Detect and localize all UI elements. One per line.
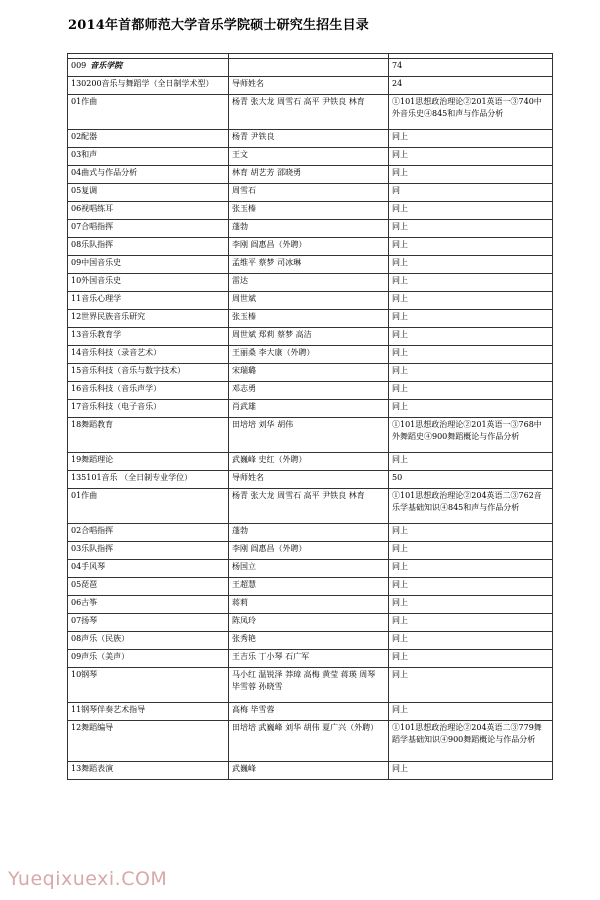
department-code: 009 — [71, 61, 87, 70]
table-row — [68, 364, 553, 382]
table-row — [68, 614, 553, 632]
direction-cell: 18舞蹈教育 — [68, 418, 229, 453]
exam-subjects-cell: ①101思想政治理论②201英语一③740中外音乐史④845和声与作品分析 — [389, 95, 553, 130]
program-header-row — [68, 77, 553, 95]
exam-subjects-cell: 同上 — [389, 614, 553, 632]
exam-subjects-cell: 同上 — [389, 274, 553, 292]
direction-cell: 10钢琴 — [68, 668, 229, 703]
table-row — [68, 560, 553, 578]
direction-cell: 13音乐教育学 — [68, 328, 229, 346]
tutors-cell: 肖武雄 — [229, 400, 389, 418]
exam-subjects-cell: 同上 — [389, 328, 553, 346]
tutor-header: 导师姓名 — [229, 77, 389, 95]
direction-cell: 04曲式与作品分析 — [68, 166, 229, 184]
exam-subjects-cell: 同上 — [389, 400, 553, 418]
department-cell — [68, 59, 229, 77]
table-row — [68, 542, 553, 560]
exam-subjects-cell: 同上 — [389, 166, 553, 184]
exam-subjects-cell: 同上 — [389, 364, 553, 382]
direction-cell: 04手风琴 — [68, 560, 229, 578]
tutors-cell: 高梅 毕雪蓉 — [229, 703, 389, 721]
program-count: 24 — [389, 77, 553, 95]
exam-subjects-cell: 同上 — [389, 560, 553, 578]
table-row — [68, 130, 553, 148]
tutors-cell: 田培培 武巍峰 刘华 胡伟 夏广兴（外聘） — [229, 721, 389, 762]
direction-cell: 03和声 — [68, 148, 229, 166]
exam-subjects-cell: 同上 — [389, 578, 553, 596]
tutors-cell: 雷达 — [229, 274, 389, 292]
direction-cell: 07扬琴 — [68, 614, 229, 632]
program-header-row — [68, 471, 553, 489]
tutors-cell: 蓬勃 — [229, 524, 389, 542]
tutors-cell: 陈凤玲 — [229, 614, 389, 632]
exam-subjects-cell: 同上 — [389, 130, 553, 148]
tutors-cell: 王超慧 — [229, 578, 389, 596]
tutor-header: 导师姓名 — [229, 471, 389, 489]
direction-cell: 17音乐科技（电子音乐） — [68, 400, 229, 418]
tutors-cell: 邓志勇 — [229, 382, 389, 400]
direction-cell: 08乐队指挥 — [68, 238, 229, 256]
table-row — [68, 202, 553, 220]
table-row — [68, 721, 553, 762]
table-row — [68, 148, 553, 166]
tutors-cell: 孟维平 蔡梦 司冰琳 — [229, 256, 389, 274]
tutors-cell: 杨青 尹铁良 — [229, 130, 389, 148]
direction-cell: 19舞蹈理论 — [68, 453, 229, 471]
table-row — [68, 400, 553, 418]
tutors-cell: 马小红 温锐泽 莽璋 高梅 黄莹 蒋瑛 周琴 毕雪蓉 孙晓雪 — [229, 668, 389, 703]
exam-subjects-cell: 同上 — [389, 382, 553, 400]
exam-subjects-cell: 同上 — [389, 148, 553, 166]
tutors-cell: 张秀艳 — [229, 632, 389, 650]
direction-cell: 14音乐科技（录音艺术） — [68, 346, 229, 364]
tutors-cell: 宋瑞璐 — [229, 364, 389, 382]
table-row — [68, 453, 553, 471]
table-row — [68, 632, 553, 650]
table-row — [68, 220, 553, 238]
tutors-cell: 周雪石 — [229, 184, 389, 202]
direction-cell: 01作曲 — [68, 95, 229, 130]
site-watermark: Yueqixuexi.COM — [8, 868, 168, 890]
tutors-cell: 杨国立 — [229, 560, 389, 578]
direction-cell: 09中国音乐史 — [68, 256, 229, 274]
direction-cell: 16音乐科技（音乐声学） — [68, 382, 229, 400]
direction-cell: 06视唱练耳 — [68, 202, 229, 220]
tutors-cell: 周世斌 — [229, 292, 389, 310]
tutors-cell: 李刚 阎惠昌（外聘） — [229, 238, 389, 256]
table-row — [68, 578, 553, 596]
exam-subjects-cell: 同上 — [389, 310, 553, 328]
direction-cell: 09声乐（美声） — [68, 650, 229, 668]
exam-subjects-cell: 同上 — [389, 596, 553, 614]
table-row — [68, 762, 553, 780]
direction-cell: 08声乐（民族） — [68, 632, 229, 650]
direction-cell: 01作曲 — [68, 489, 229, 524]
exam-subjects-cell: 同 — [389, 184, 553, 202]
exam-subjects-cell: 同上 — [389, 632, 553, 650]
direction-cell: 05复调 — [68, 184, 229, 202]
exam-subjects-cell: 同上 — [389, 524, 553, 542]
exam-subjects-cell: 同上 — [389, 202, 553, 220]
tutors-cell: 武巍峰 史红（外聘） — [229, 453, 389, 471]
direction-cell: 12舞蹈编导 — [68, 721, 229, 762]
direction-cell: 07合唱指挥 — [68, 220, 229, 238]
direction-cell: 12世界民族音乐研究 — [68, 310, 229, 328]
tutors-cell: 杨青 张大龙 周雪石 高平 尹铁良 林育 — [229, 95, 389, 130]
table-row — [68, 418, 553, 453]
exam-subjects-cell: 同上 — [389, 220, 553, 238]
table-row — [68, 703, 553, 721]
tutors-cell: 张玉榛 — [229, 310, 389, 328]
direction-cell: 13舞蹈表演 — [68, 762, 229, 780]
exam-subjects-cell: 同上 — [389, 256, 553, 274]
direction-cell: 11音乐心理学 — [68, 292, 229, 310]
tutors-cell: 田培培 刘华 胡伟 — [229, 418, 389, 453]
exam-subjects-cell: 同上 — [389, 703, 553, 721]
exam-subjects-cell: ①101思想政治理论②204英语二③779舞蹈学基础知识④900舞蹈概论与作品分析 — [389, 721, 553, 762]
tutors-cell: 张玉榛 — [229, 202, 389, 220]
tutors-cell: 王丽桑 李大康（外聘） — [229, 346, 389, 364]
direction-cell: 02合唱指挥 — [68, 524, 229, 542]
direction-cell: 05琵琶 — [68, 578, 229, 596]
table-row — [68, 274, 553, 292]
table-row — [68, 166, 553, 184]
table-row — [68, 668, 553, 703]
table-row — [68, 328, 553, 346]
exam-subjects-cell: ①101思想政治理论②201英语一③768中外舞蹈史④900舞蹈概论与作品分析 — [389, 418, 553, 453]
tutors-cell: 王文 — [229, 148, 389, 166]
tutors-cell: 李刚 阎惠昌（外聘） — [229, 542, 389, 560]
tutors-cell: 蓬勃 — [229, 220, 389, 238]
exam-subjects-cell: 同上 — [389, 292, 553, 310]
exam-subjects-cell: 同上 — [389, 238, 553, 256]
direction-cell: 11钢琴伴奏艺术指导 — [68, 703, 229, 721]
direction-cell: 02配器 — [68, 130, 229, 148]
page-title: 2014年首都师范大学音乐学院硕士研究生招生目录 — [68, 18, 369, 33]
table-row — [68, 95, 553, 130]
table-row — [68, 524, 553, 542]
direction-cell: 03乐队指挥 — [68, 542, 229, 560]
exam-subjects-cell: 同上 — [389, 346, 553, 364]
program-count: 50 — [389, 471, 553, 489]
table-row — [68, 489, 553, 524]
tutors-cell: 周世斌 郑莉 蔡梦 高洁 — [229, 328, 389, 346]
catalog-table — [67, 53, 553, 780]
table-row — [68, 256, 553, 274]
program-name: 130200音乐与舞蹈学（全日制学术型） — [68, 77, 229, 95]
department-name: 音乐学院 — [90, 60, 123, 70]
exam-subjects-cell: ①101思想政治理论②204英语二③762音乐学基础知识④845和声与作品分析 — [389, 489, 553, 524]
table-row — [68, 184, 553, 202]
table-row — [68, 346, 553, 364]
exam-subjects-cell: 同上 — [389, 668, 553, 703]
direction-cell: 10外国音乐史 — [68, 274, 229, 292]
exam-subjects-cell: 同上 — [389, 542, 553, 560]
table-row — [68, 310, 553, 328]
department-count: 74 — [389, 59, 553, 77]
exam-subjects-cell: 同上 — [389, 453, 553, 471]
table-row — [68, 650, 553, 668]
tutors-cell: 林育 胡艺芳 邵晓勇 — [229, 166, 389, 184]
table-row — [68, 292, 553, 310]
direction-cell: 06古筝 — [68, 596, 229, 614]
program-name: 135101音乐 （全日制专业学位） — [68, 471, 229, 489]
exam-subjects-cell: 同上 — [389, 650, 553, 668]
table-row — [68, 238, 553, 256]
department-row — [68, 59, 553, 77]
department-blank-cell — [229, 59, 389, 77]
tutors-cell: 武巍峰 — [229, 762, 389, 780]
tutors-cell: 王吉乐 丁小琴 石广军 — [229, 650, 389, 668]
exam-subjects-cell: 同上 — [389, 762, 553, 780]
direction-cell: 15音乐科技（音乐与数字技术） — [68, 364, 229, 382]
table-row — [68, 596, 553, 614]
tutors-cell: 杨青 张大龙 周雪石 高平 尹铁良 林育 — [229, 489, 389, 524]
table-row — [68, 382, 553, 400]
tutors-cell: 蒋莉 — [229, 596, 389, 614]
